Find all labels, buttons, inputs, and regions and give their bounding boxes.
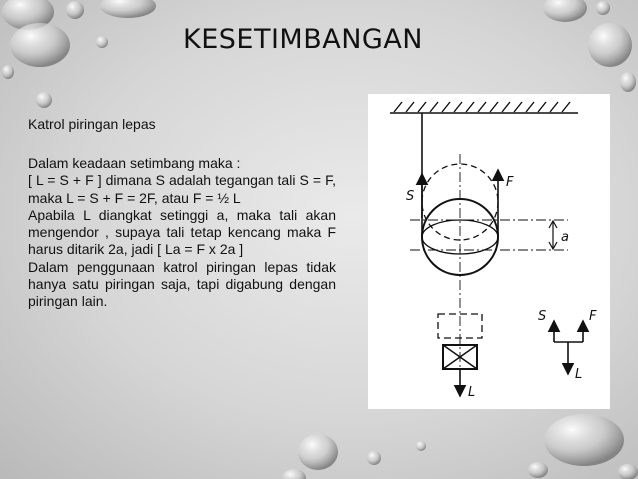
paragraph-lifting: Apabila L diangkat setinggi a, maka tali akan mengendor , supaya tali tetap kencang maka F harus ditarik 2a, jadi [ La = F x 2a ] — [28, 206, 336, 258]
slide-subtitle: Katrol piringan lepas — [28, 116, 156, 132]
pulley-diagram-svg — [368, 94, 610, 409]
water-drop — [528, 462, 548, 478]
water-drop — [596, 1, 610, 15]
water-drop — [544, 414, 624, 466]
water-drop — [96, 36, 108, 48]
water-drop — [66, 1, 84, 19]
water-drop — [620, 72, 636, 92]
slide-title: KESETIMBANGAN — [183, 24, 423, 55]
paragraph-usage: Dalam penggunaan katrol piringan lepas tidak hanya satu piringan saja, tapi digabung dengan piringan lain. — [28, 258, 336, 310]
water-drop — [10, 23, 70, 67]
label-l-main: L — [468, 385, 476, 400]
water-drop — [588, 23, 632, 67]
water-drop — [298, 434, 338, 470]
label-l-small: L — [575, 367, 583, 382]
label-f-small: F — [589, 309, 597, 324]
label-s-small: S — [538, 309, 547, 324]
water-drop — [282, 469, 306, 479]
water-drop — [416, 441, 426, 451]
water-drop — [618, 464, 638, 479]
body-text — [28, 155, 336, 311]
water-drop — [36, 92, 52, 108]
label-f-main: F — [506, 175, 514, 190]
label-a: a — [561, 230, 569, 245]
ceiling-support — [390, 102, 578, 113]
paragraph-formula: [ L = S + F ] dimana S adalah tegangan tali S = F, maka L = S + F = 2F, atau F = ½ L — [28, 172, 336, 206]
water-drop — [543, 0, 587, 22]
paragraph-equilibrium: Dalam keadaan setimbang maka : — [28, 155, 241, 171]
water-drop — [100, 0, 156, 18]
water-drop — [367, 451, 381, 465]
label-s-main: S — [406, 189, 415, 204]
pulley-diagram — [368, 94, 610, 409]
water-drop — [2, 65, 14, 79]
